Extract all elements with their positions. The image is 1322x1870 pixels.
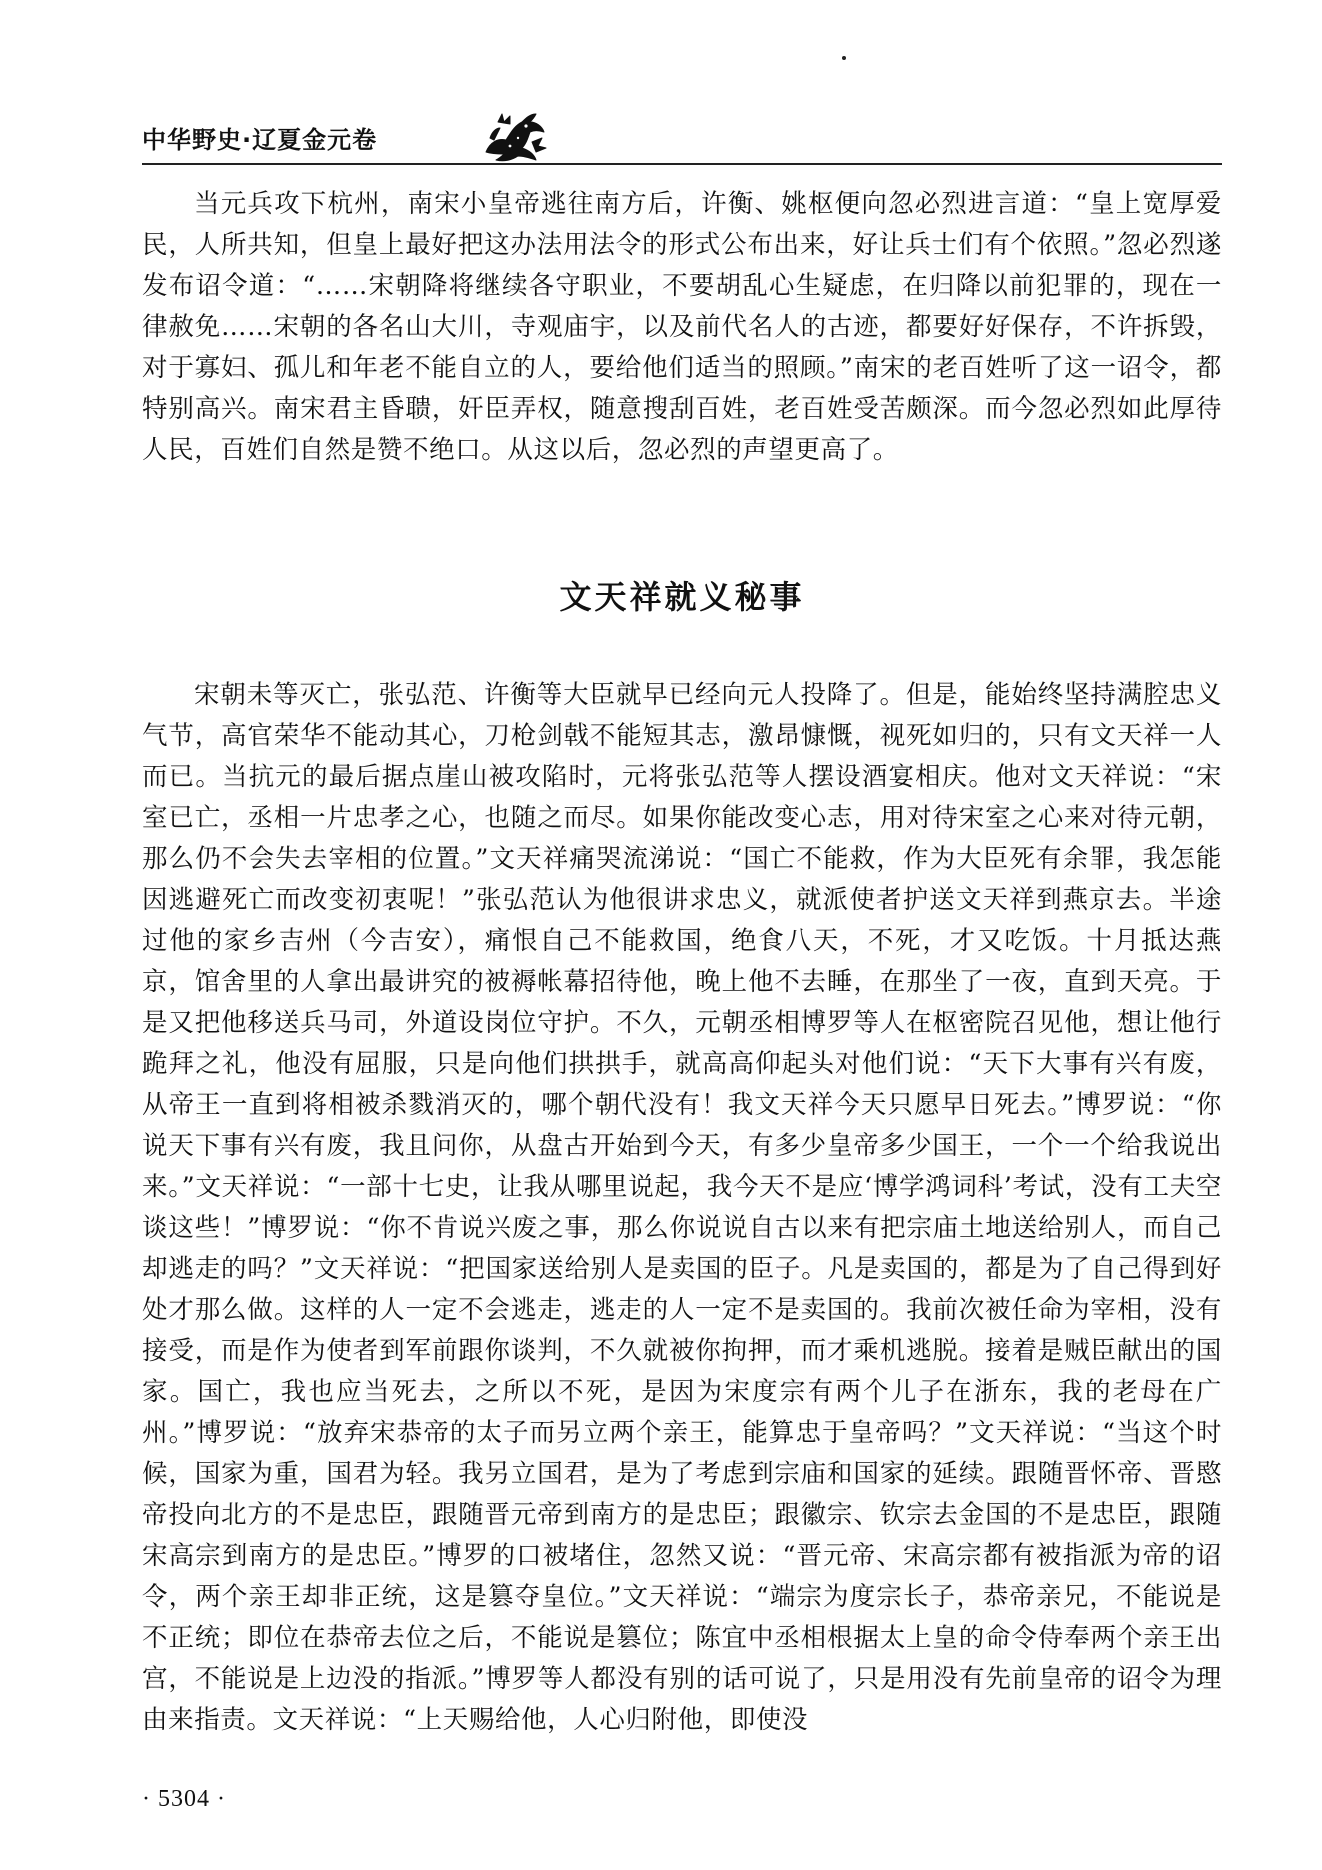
paragraph: 当元兵攻下杭州，南宋小皇帝逃往南方后，许衡、姚枢便向忽必烈进言道：“皇上宽厚爱民，人所共知，但皇上最好把这办法用法令的形式公布出来，好让兵士们有个依照。”忽必烈遂发布诏令道：“……宋朝降将继续各守职业，不要胡乱心生疑虑，在归降以前犯罪的，现在一律赦免……宋朝的各名山大川，寺观庙宇，以及前代名人的古迹，都要好好保存，不许拆毁，对于寡妇、孤儿和年老不能自立的人，要给他们适当的照顾。”南宋的老百姓听了这一诏令，都特别高兴。南宋君主昏聩，奸臣弄权，随意搜刮百姓，老百姓受苦颇深。而今忽必烈如此厚待人民，百姓们自然是赞不绝口。从这以后，忽必烈的声望更高了。: [142, 189, 1222, 465]
header-rule: [142, 163, 1222, 165]
text-block-intro: [142, 184, 1222, 471]
page-header: [142, 108, 1222, 162]
page-number: · 5304 ·: [142, 1786, 226, 1812]
paragraph: 宋朝未等灭亡，张弘范、许衡等大臣就早已经向元人投降了。但是，能始终坚持满腔忠义气节，高官荣华不能动其心，刀枪剑戟不能短其志，激昂慷慨，视死如归的，只有文天祥一人而已。当抗元的最后据点崖山被攻陷时，元将张弘范等人摆设酒宴相庆。他对文天祥说：“宋室已亡，丞相一片忠孝之心，也随之而尽。如果你能改变心志，用对待宋室之心来对待元朝，那么仍不会失去宰相的位置。”文天祥痛哭流涕说：“国亡不能救，作为大臣死有余罪，我怎能因逃避死亡而改变初衷呢！”张弘范认为他很讲求忠义，就派使者护送文天祥到燕京去。半途过他的家乡吉州（今吉安），痛恨自己不能救国，绝食八天，不死，才又吃饭。十月抵达燕京，馆舍里的人拿出最讲究的被褥帐幕招待他，晚上他不去睡，在那坐了一夜，直到天亮。于是又把他移送兵马司，外道设岗位守护。不久，元朝丞相博罗等人在枢密院召见他，想让他行跪拜之礼，他没有屈服，只是向他们拱拱手，就高高仰起头对他们说：“天下大事有兴有废，从帝王一直到将相被杀戮消灭的，哪个朝代没有！我文天祥今天只愿早日死去。”博罗说：“你说天下事有兴有废，我且问你，从盘古开始到今天，有多少皇帝多少国王，一个一个给我说出来。”文天祥说：“一部十七史，让我从哪里说起，我今天不是应‘博学鸿词科’考试，没有工夫空谈这些！”博罗说：“你不肯说兴废之事，那么你说说自古以来有把宗庙土地送给别人，而自己却逃走的吗？”文天祥说：“把国家送给别人是卖国的臣子。凡是卖国的，都是为了自己得到好处才那么做。这样的人一定不会逃走，逃走的人一定不是卖国的。我前次被任命为宰相，没有接受，而是作为使者到军前跟你谈判，不久就被你拘押，而才乘机逃脱。接着是贼臣献出的国家。国亡，我也应当死去，之所以不死，是因为宋度宗有两个儿子在浙东，我的老母在广州。”博罗说：“放弃宋恭帝的太子而另立两个亲王，能算忠于皇帝吗？”文天祥说：“当这个时候，国家为重，国君为轻。我另立国君，是为了考虑到宗庙和国家的延续。跟随晋怀帝、晋愍帝投向北方的不是忠臣，跟随晋元帝到南方的是忠臣；跟徽宗、钦宗去金国的不是忠臣，跟随宋高宗到南方的是忠臣。”博罗的口被堵住，忽然又说：“晋元帝、宋高宗都有被指派为帝的诏令，两个亲王却非正统，这是篡夺皇位。”文天祥说：“端宗为度宗长子，恭帝亲兄，不能说是不正统；即位在恭帝去位之后，不能说是篡位；陈宜中丞相根据太上皇的命令侍奉两个亲王出宫，不能说是上边没的指派。”博罗等人都没有别的话可说了，只是用没有先前皇帝的诏令为理由来指责。文天祥说：“上天赐给他，人心归附他，即使没: [142, 680, 1222, 1735]
dragon-icon: [480, 108, 550, 166]
scan-speck: [842, 56, 846, 60]
section-title: 文天祥就义秘事: [559, 578, 805, 616]
text-block-main: [142, 675, 1222, 1741]
running-title: 中华野史·辽夏金元卷: [142, 126, 378, 154]
